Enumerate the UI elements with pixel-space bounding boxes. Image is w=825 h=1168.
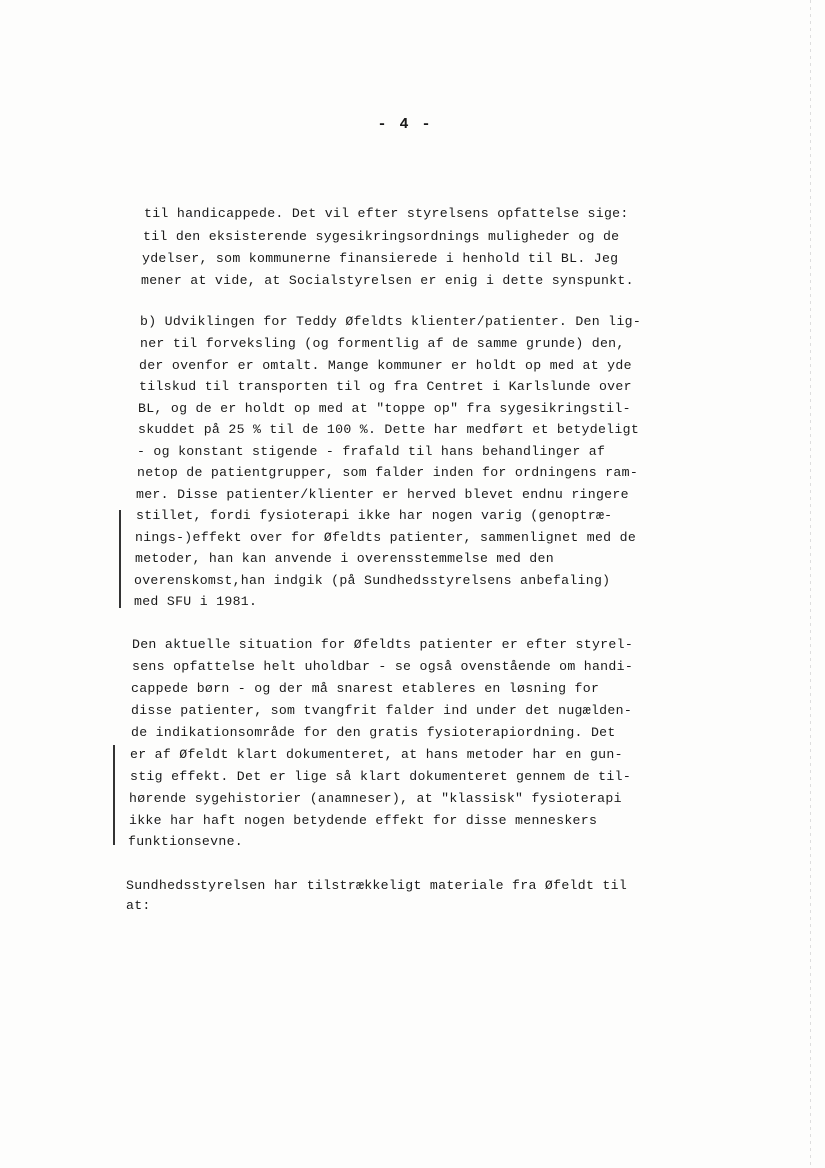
text-line: disse patienter, som tvangfrit falder ind under det nugælden-	[131, 703, 633, 718]
text-line: de indikationsområde for den gratis fysioterapiordning. Det	[131, 725, 616, 740]
text-line: cappede børn - og der må snarest etableres en løsning for	[131, 681, 600, 696]
text-line: nings-)effekt over for Øfeldts patienter, sammenlignet med de	[135, 530, 637, 545]
text-line: mer. Disse patienter/klienter er herved blevet endnu ringere	[136, 487, 629, 502]
text-line: ikke har haft nogen betydende effekt for disse menneskers	[129, 813, 598, 828]
text-line: Sundhedsstyrelsen har tilstrækkeligt materiale fra Øfeldt til	[126, 878, 628, 893]
text-line: Den aktuelle situation for Øfeldts patienter er efter styrel-	[132, 637, 634, 652]
text-line: BL, og de er holdt op med at "toppe op" fra sygesikringstil-	[138, 401, 631, 416]
text-line: stillet, fordi fysioterapi ikke har nogen varig (genoptræ-	[136, 508, 613, 523]
text-line: overenskomst,han indgik (på Sundhedsstyrelsens anbefaling)	[134, 573, 611, 588]
text-line: at:	[126, 898, 151, 913]
margin-revision-bar	[113, 745, 115, 845]
text-line: ner til forveksling (og formentlig af de samme grunde) den,	[140, 336, 625, 351]
text-line: netop de patientgrupper, som falder inden for ordningens ram-	[137, 465, 639, 480]
text-line: hørende sygehistorier (anamneser), at "klassisk" fysioterapi	[129, 791, 622, 806]
text-line: til handicappede. Det vil efter styrelsens opfattelse sige:	[144, 206, 629, 221]
text-line: stig effekt. Det er lige så klart dokumenteret gennem de til-	[130, 769, 632, 784]
text-line: med SFU i 1981.	[134, 594, 258, 609]
text-line: funktionsevne.	[128, 834, 243, 849]
text-line: tilskud til transporten til og fra Centret i Karlslunde over	[139, 379, 632, 394]
text-line: ydelser, som kommunerne finansierede i henhold til BL. Jeg	[142, 251, 619, 266]
margin-revision-bar	[119, 510, 121, 608]
page-number: - 4 -	[377, 116, 433, 133]
text-line: b) Udviklingen for Teddy Øfeldts klienter/patienter. Den lig-	[140, 314, 642, 329]
text-line: - og konstant stigende - frafald til hans behandlinger af	[137, 444, 606, 459]
text-line: mener at vide, at Socialstyrelsen er enig i dette synspunkt.	[141, 273, 634, 288]
scan-edge	[810, 0, 811, 1168]
text-line: der ovenfor er omtalt. Mange kommuner er holdt op med at yde	[139, 358, 632, 373]
text-line: skuddet på 25 % til de 100 %. Dette har medført et betydeligt	[138, 422, 640, 437]
text-line: metoder, han kan anvende i overensstemmelse med den	[135, 551, 554, 566]
text-line: er af Øfeldt klart dokumenteret, at hans metoder har en gun-	[130, 747, 623, 762]
text-line: sens opfattelse helt uholdbar - se også ovenstående om handi-	[132, 659, 634, 674]
text-line: til den eksisterende sygesikringsordnings muligheder og de	[143, 229, 620, 244]
